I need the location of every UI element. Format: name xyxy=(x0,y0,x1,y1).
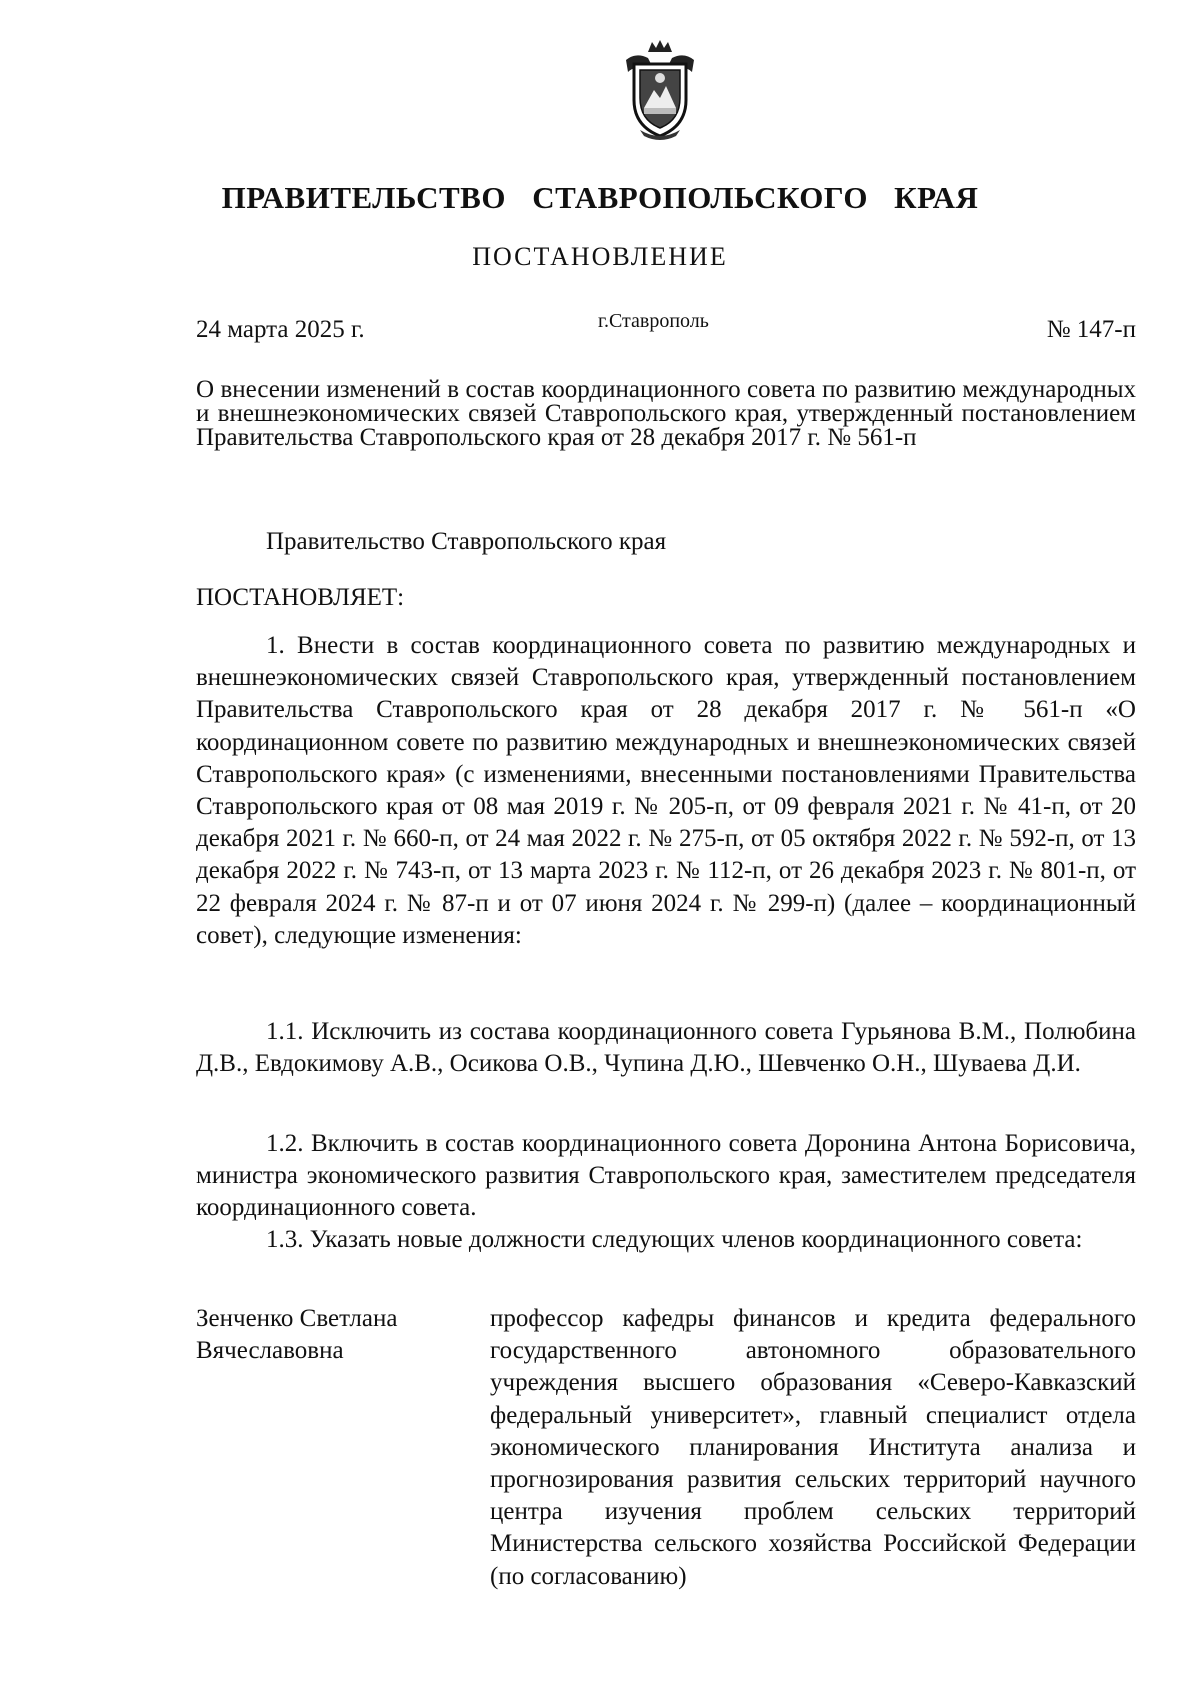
document-city: г.Ставрополь xyxy=(598,310,709,332)
document-date: 24 марта 2025 г. xyxy=(196,316,365,343)
document-subject: О внесении изменений в состав координационного совета по развитию международных и внешнеэкономических связей Ставропольского края, утвержденный постановлением Правительства Ставропольского края от 28 декабря 2017 г. № 561-п xyxy=(196,376,1136,451)
paragraph-1-1: 1.1. Исключить из состава координационного совета Гурьянова В.М., Полюбина Д.В., Евдокимову А.В., Осикова О.В., Чупина Д.Ю., Шевченко О.Н., Шуваева Д.И. xyxy=(196,1018,1136,1078)
resolves-heading: ПОСТАНОВЛЯЕТ: xyxy=(196,584,405,611)
paragraph-1-3: 1.3. Указать новые должности следующих членов координационного совета: xyxy=(266,1226,1083,1253)
member-name: Зенченко Светлана Вячеславовна xyxy=(196,1305,398,1365)
issuing-authority: Правительство Ставропольского края xyxy=(266,528,667,555)
document-type: ПОСТАНОВЛЕНИЕ xyxy=(472,242,728,271)
member-position: профессор кафедры финансов и кредита федерального государственного автономного образовательного учреждения высшего образования «Северо-Кавказский федеральный университет», главный специалист отдела экономического планирования Института анализа и прогнозирования развития сельских территорий научного центра изучения проблем сельских территорий Министерства сельского хозяйства Российской Федерации (по согласованию) xyxy=(490,1305,1136,1590)
paragraph-1: 1. Внести в состав координационного совета по развитию международных и внешнеэкономических связей Ставропольского края, утвержденный постановлением Правительства Ставропольского края от 28 декабря 2017 г. № 561-п «О координационном совете по развитию международных и внешнеэкономических связей Ставропольского края» (с изменениями, внесенными постановлениями Правительства Ставропольского края от 08 мая 2019 г. № 205-п, от 09 февраля 2021 г. № 41-п, от 20 декабря 2021 г. № 660-п, от 24 мая 2022 г. № 275-п, от 05 октября 2022 г. № 592-п, от 13 декабря 2022 г. № 743-п, от 13 марта 2023 г. № 112-п, от 26 декабря 2023 г. № 801-п, от 22 февраля 2024 г. № 87-п и от 07 июня 2024 г. № 299-п) (далее – координационный совет), следующие изменения: xyxy=(196,632,1136,949)
organization-title: ПРАВИТЕЛЬСТВО СТАВРОПОЛЬСКОГО КРАЯ xyxy=(221,180,979,215)
paragraph-1-2: 1.2. Включить в состав координационного совета Доронина Антона Борисовича, министра экономического развития Ставропольского края, заместителем председателя координационного совета. xyxy=(196,1130,1136,1222)
coat-of-arms-icon xyxy=(622,38,698,142)
document-number: № 147-п xyxy=(1046,316,1136,343)
